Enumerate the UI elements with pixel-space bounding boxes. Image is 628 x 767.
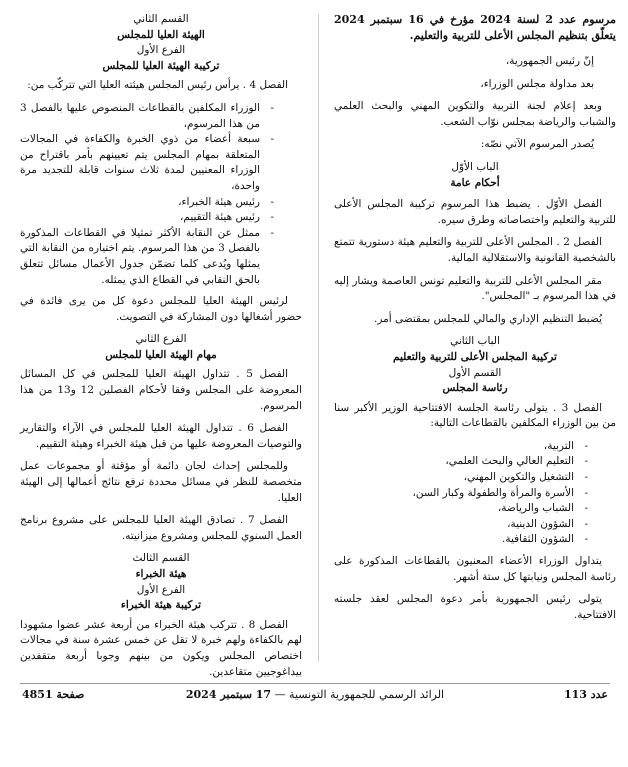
branch-title: تركيبة الهيئة العليا للمجلس [102,59,220,72]
article-2-admin: يُضبط التنظيم الإداري والمالي للمجلس بمقتضى أمر. [374,312,602,325]
section-label: القسم الثاني [133,13,189,25]
gazette-title: الرائد الرسمي للجمهورية التونسية — [274,688,445,701]
list-item: - التشغيل والتكوين المهني، [334,470,588,486]
article-3: الفصل 3 . يتولى رئاسة الجلسة الافتتاحية الوزير الأكبر سنا من بين الوزراء المكلفين بالقطاعات التالية: [334,401,616,430]
article-3-rotation: يتداول الوزراء الأعضاء المعنيون بالقطاعات المذكورة على رئاسة المجلس ونيابتها كل ستة أشهر. [334,555,616,583]
list-item: - الشؤون الدينية، [334,517,588,533]
article-4: الفصل 4 . يرأس رئيس المجلس هيئته العليا التي تتركّب من: [27,79,288,92]
list-item: - الشؤون الثقافية. [334,532,588,548]
branch-title: مهام الهيئة العليا للمجلس [105,348,217,361]
section-title: رئاسة المجلس [442,382,508,395]
branch-title: تركيبة هيئة الخبراء [120,599,202,612]
article-2: الفصل 2 . المجلس الأعلى للتربية والتعليم هيئة دستورية تتمتع بالشخصية القانونية والاستقلالية المالية. [334,236,616,264]
list-item: - التعليم العالي والبحث العلمي، [334,454,588,470]
list-item: - التربية، [334,439,588,455]
list-item: - رئيس هيئة الخبراء، [20,195,274,211]
issue-number: عدد 113 [563,688,608,701]
ministries-list [334,439,616,548]
article-6-committees: وللمجلس إحداث لجان دائمة أو مؤقتة أو مجموعات عمل متخصصة للنظر في مسائل محددة ترفع نتائج أعمالها إلى الهيئة العليا. [20,460,302,504]
section-title: هيئة الخبراء [135,568,187,580]
list-item: - الوزراء المكلفين بالقطاعات المنصوص عليها بالفصل 3 من هذا المرسوم، [20,101,274,132]
footer-rule [20,683,610,684]
section-label: القسم الأول [448,366,502,379]
after-info-paragraph: وبعد إعلام لجنة التربية والتكوين المهني والبحث العلمي والشباب والرياضة بمجلس نوّاب الشعب. [334,100,616,128]
branch-label: الفرع الأول [136,583,186,596]
issue-date: 17 سبتمبر 2024 [185,688,272,701]
gazette-name [22,688,608,701]
chapter-title: تركيبة المجلس الأعلى للتربية والتعليم [393,350,557,363]
list-item: - الأسرة والمرأة والطفولة وكبار السن، [334,486,588,502]
preamble-line: بعد مداولة مجلس الوزراء، [480,77,594,90]
decree-title: مرسوم عدد 2 لسنة 2024 مؤرخ في 16 سبتمبر 2024 يتعلّق بتنظيم المجلس الأعلى للتربية والتعليم. [334,13,617,42]
article-7: الفصل 7 . تصادق الهيئة العليا للمجلس على مشروع برنامج العمل السنوي للمجلس ومشروع ميزانيته. [20,514,302,542]
section-label: القسم الثالث [132,552,190,565]
left-column [20,12,302,687]
branch-label: الفرع الثاني [135,333,187,346]
chapter-label: الباب الثاني [450,335,500,348]
branch-label: الفرع الأول [136,44,186,57]
page-number: صفحة 4851 [22,688,85,701]
section-title: الهيئة العليا للمجلس [117,28,205,41]
article-4-invite: لرئيس الهيئة العليا للمجلس دعوة كل من يرى فائدة في حضور أشغالها دون المشاركة في التصويت. [20,295,302,323]
list-item: - سبعة أعضاء من ذوي الخبرة والكفاءة في المجالات المتعلقة بمهام المجلس يتم تعيينهم بأمر باقتراح من الوزراء المعنيين لمدة ثلاث سنوات قابلة للتجديد مرة واحدة، [20,132,274,194]
article-8: الفصل 8 . تتركب هيئة الخبراء من أربعة عشر عضوا مشهودا لهم بالكفاءة ولهم خبرة لا تقل عن خمس عشرة سنة في مجالات اختصاص المجلس ويكون من بينهم وجوبا أربعة متقفدين بيداغوجيين متقاعدين. [20,618,302,678]
list-item: - الشباب والرياضة، [334,501,588,517]
list-item: - ممثل عن النقابة الأكثر تمثيلا في القطاعات المذكورة بالفصل 3 من هذا المرسوم. يتم اختياره من النقابة التي يمثلها ويُدعى كلما تضمّن جدول الأعمال مسائل تتعلق بالحق النقابي في القطاع الذي يمثله. [20,226,274,288]
article-6: الفصل 6 . تتداول الهيئة العليا للمجلس في الآراء والتقارير والتوصيات المعروضة عليها من قبل هيئة الخبراء وهيئة التقييم. [20,422,302,450]
chapter-label: الباب الأوّل [451,160,499,173]
article-3-call: يتولى رئيس الجمهورية بأمر دعوة المجلس لعقد جلسته الافتتاحية. [334,593,616,621]
council-members-list [20,101,302,288]
column-divider [318,14,319,662]
article-1: الفصل الأوّل . يضبط هذا المرسوم تركيبة المجلس الأعلى للتربية والتعليم واختصاصاته وطرق سيره. [334,198,616,226]
list-item: - رئيس هيئة التقييم، [20,210,274,226]
right-column [334,12,616,630]
page-footer [22,688,608,704]
issues-line: يُصدر المرسوم الآتي نصّه: [480,138,594,151]
article-5: الفصل 5 . تتداول الهيئة العليا للمجلس في كل المسائل المعروضة على المجلس وفقا لأحكام الفصلين 12 و13 من هذا المرسوم. [20,368,302,412]
preamble-line: إنّ رئيس الجمهورية، [505,55,594,67]
chapter-title: أحكام عامة [450,176,500,189]
article-2-seat: مقر المجلس الأعلى للتربية والتعليم تونس العاصمة ويشار إليه في هذا المرسوم بـ "المجلس". [334,274,616,303]
